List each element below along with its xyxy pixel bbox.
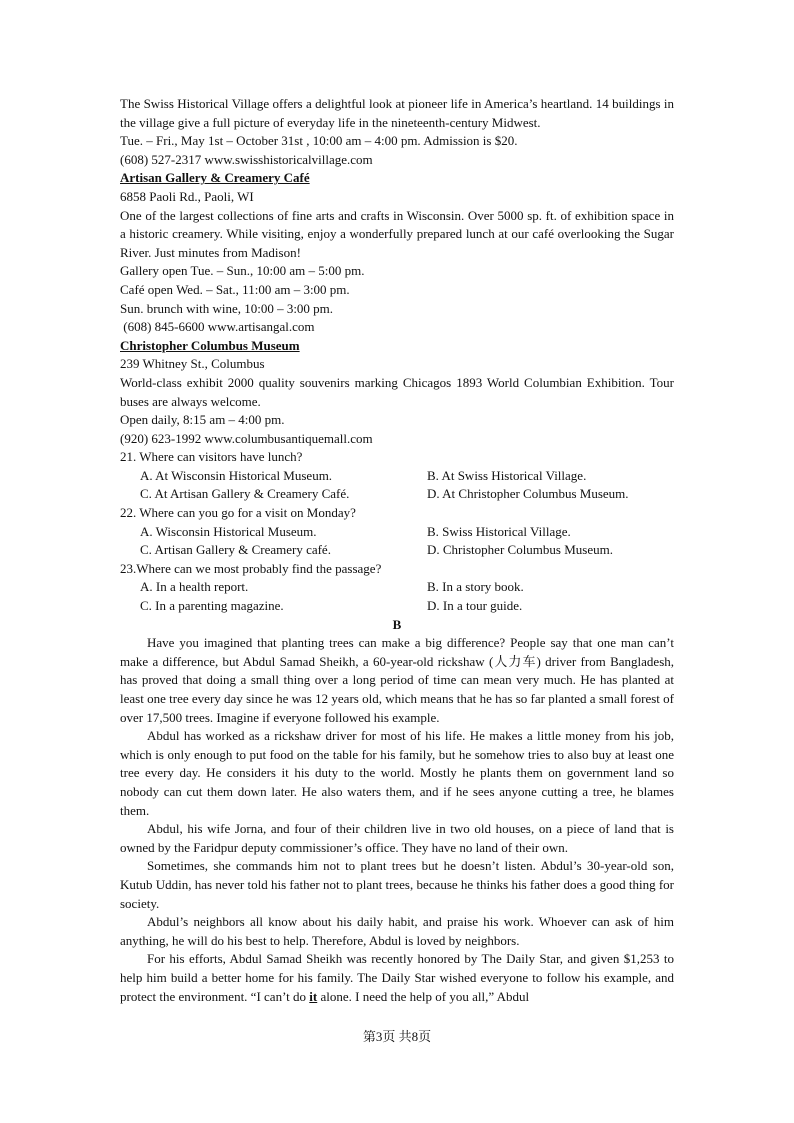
question-22 <box>120 504 674 560</box>
paragraph-4: Sometimes, she commands him not to plant trees but he doesn’t listen. Abdul’s 30-year-old son, Kutub Uddin, has never told his father not to plant trees, because he thinks his father does a good thing for society. <box>120 858 674 911</box>
artisan-description: One of the largest collections of fine arts and crafts in Wisconsin. Over 5000 sp. ft. of exhibition space in a historic creamery. While visiting, enjoy a wonderfully prepared lunch at our café overlooking the Sugar River. Just minutes from Madison! <box>120 207 674 260</box>
option-b: B. In a story book. <box>427 579 524 595</box>
option-d: D. Christopher Columbus Museum. <box>427 542 613 558</box>
emphasis-word: it <box>309 988 318 1004</box>
artisan-cafe-hours: Café open Wed. – Sat., 11:00 am – 3:00 pm. <box>120 281 350 297</box>
columbus-title: Christopher Columbus Museum <box>120 337 300 353</box>
question-23 <box>120 560 674 616</box>
paragraph-6-before: For his efforts, Abdul Samad Sheikh was recently honored by The Daily Star, and given $1,253 to help him build a better home for his family. The Daily Star wished everyone to follow his example, and protect the environment. “I can’t do <box>120 951 674 1004</box>
intro-hours: Tue. – Fri., May 1st – October 31st , 10:00 am – 4:00 pm. Admission is $20. <box>120 133 518 149</box>
columbus-address: 239 Whitney St., Columbus <box>120 356 265 372</box>
option-d: D. At Christopher Columbus Museum. <box>427 486 629 502</box>
artisan-brunch: Sun. brunch with wine, 10:00 – 3:00 pm. <box>120 300 334 316</box>
columbus-contact: (920) 623-1992 www.columbusantiquemall.com <box>120 430 373 446</box>
option-d: D. In a tour guide. <box>427 598 523 614</box>
option-c: C. At Artisan Gallery & Creamery Café. <box>140 486 350 502</box>
question-stem: 21. Where can visitors have lunch? <box>120 449 303 465</box>
option-c: C. In a parenting magazine. <box>140 598 284 614</box>
option-b: B. At Swiss Historical Village. <box>427 467 587 483</box>
paragraph-2: Abdul has worked as a rickshaw driver for most of his life. He makes a little money from his job, which is only enough to put food on the table for his family, but he somehow tries to also buy at least one tree every day. He considers it his duty to the world. Mostly he plants them on government land so nobody can cut them down later. He also waters them, and if he sees anyone cutting a tree, he blames them. <box>120 728 674 818</box>
option-a: A. Wisconsin Historical Museum. <box>140 523 317 539</box>
section-heading: B <box>392 616 402 632</box>
artisan-contact: (608) 845-6600 www.artisangal.com <box>120 319 315 335</box>
option-c: C. Artisan Gallery & Creamery café. <box>140 542 331 558</box>
columbus-hours: Open daily, 8:15 am – 4:00 pm. <box>120 412 285 428</box>
artisan-gallery-hours: Gallery open Tue. – Sun., 10:00 am – 5:00 pm. <box>120 263 365 279</box>
question-stem: 23.Where can we most probably find the passage? <box>120 560 382 576</box>
paragraph-1: Have you imagined that planting trees can make a big difference? People say that one man can’t make a difference, but Abdul Samad Sheikh, a 60-year-old rickshaw (人力车) driver from Bangladesh, has proved that doing a small thing over a long period of time can mean very much. He has planted at least one tree every day since he was 12 years old, which means that he has so far planted a small forest of over 17,500 trees. Imagine if everyone followed his example. <box>120 635 674 725</box>
artisan-title: Artisan Gallery & Creamery Café <box>120 170 310 186</box>
question-21 <box>120 448 674 504</box>
page-number: 第3页 共8页 <box>362 1029 432 1044</box>
artisan-address: 6858 Paoli Rd., Paoli, WI <box>120 188 254 204</box>
intro-contact: (608) 527-2317 www.swisshistoricalvillage.com <box>120 151 373 167</box>
option-a: A. In a health report. <box>140 579 249 595</box>
paragraph-5: Abdul’s neighbors all know about his daily habit, and praise his work. Whoever can ask of him anything, he will do his best to help. Therefore, Abdul is loved by neighbors. <box>120 914 674 948</box>
paragraph-6 <box>120 950 674 1006</box>
paragraph-6-after: alone. I need the help of you all,” Abdul <box>317 988 530 1004</box>
question-stem: 22. Where can you go for a visit on Monday? <box>120 505 356 521</box>
option-a: A. At Wisconsin Historical Museum. <box>140 467 333 483</box>
intro-text: The Swiss Historical Village offers a delightful look at pioneer life in America’s heartland. 14 buildings in the village give a full picture of everyday life in the nineteenth-century Midwest. <box>120 96 674 130</box>
columbus-description: World-class exhibit 2000 quality souvenirs marking Chicagos 1893 World Columbian Exhibition. Tour buses are always welcome. <box>120 374 674 409</box>
option-b: B. Swiss Historical Village. <box>427 523 571 539</box>
page-content <box>120 95 674 1006</box>
paragraph-3: Abdul, his wife Jorna, and four of their children live in two old houses, on a piece of land that is owned by the Faridpur deputy commissioner’s office. They have no land of their own. <box>120 821 674 855</box>
